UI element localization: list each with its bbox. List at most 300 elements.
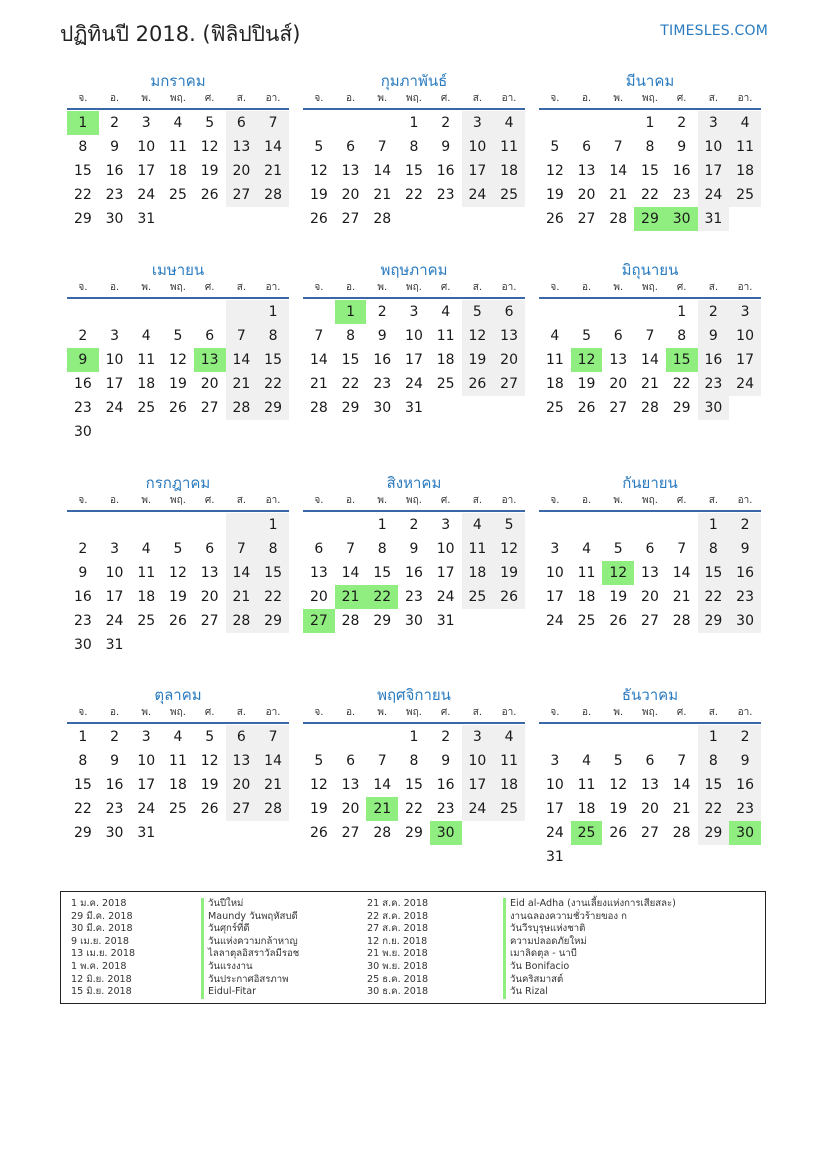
weekday-label: จ. xyxy=(78,495,88,506)
day-cell: 17 xyxy=(436,565,455,581)
day-cell: 14 xyxy=(341,565,360,581)
day-cell: 11 xyxy=(137,352,156,368)
day-cell: 10 xyxy=(545,565,564,581)
day-cell-empty xyxy=(602,513,634,537)
day-cell: 14 xyxy=(672,565,691,581)
day-cell: 27 xyxy=(577,211,596,227)
month-name: ธันวาคม xyxy=(621,686,679,704)
day-cell: 28 xyxy=(373,211,392,227)
day-cell: 23 xyxy=(672,187,691,203)
day-cell: 1 xyxy=(698,513,730,537)
weekday-label: จ. xyxy=(314,707,324,718)
weekday-label: พ. xyxy=(613,495,624,506)
day-cell: 10 xyxy=(698,135,730,159)
day-cell: 9 xyxy=(110,753,120,769)
weekday-label: จ. xyxy=(78,707,88,718)
day-cell: 20 xyxy=(641,801,659,817)
day-cell: 30 xyxy=(698,396,730,420)
month-name: กันยายน xyxy=(622,474,678,492)
day-cell: 14 xyxy=(373,163,392,179)
day-cell: 31 xyxy=(137,211,156,227)
day-cell: 30 xyxy=(405,613,423,629)
month-name: เมษายน xyxy=(151,261,205,279)
day-cell: 5 xyxy=(173,541,183,557)
day-cell: 10 xyxy=(729,324,761,348)
holiday-day-cell: 1 xyxy=(67,111,99,135)
day-cell: 9 xyxy=(78,565,88,581)
week-row xyxy=(303,725,525,749)
day-cell: 1 xyxy=(645,115,655,131)
day-cell: 2 xyxy=(78,328,88,344)
legend-holiday-name: วันคริสมาสต์ xyxy=(503,974,676,987)
day-cell: 31 xyxy=(545,849,564,865)
week-row xyxy=(67,207,289,231)
day-cell: 4 xyxy=(582,541,592,557)
day-cell-empty xyxy=(634,300,666,324)
week-row xyxy=(539,396,761,420)
day-cell: 20 xyxy=(200,589,219,605)
weekday-label: พ. xyxy=(141,495,152,506)
day-cell: 13 xyxy=(341,777,360,793)
legend-holiday-name: วัน Bonifacio xyxy=(503,961,676,974)
weekday-header xyxy=(303,494,525,512)
day-cell: 23 xyxy=(105,187,124,203)
day-cell-empty xyxy=(634,725,666,749)
legend-date: 30 พ.ย. 2018 xyxy=(367,960,428,972)
day-cell: 15 xyxy=(698,773,730,797)
weekday-label: จ. xyxy=(550,93,560,104)
month-name: พฤศจิกายน xyxy=(377,686,451,704)
day-cell: 3 xyxy=(110,541,120,557)
day-cell: 14 xyxy=(257,135,289,159)
day-cell: 6 xyxy=(346,139,356,155)
day-cell: 19 xyxy=(200,777,219,793)
day-cell: 15 xyxy=(73,163,92,179)
day-cell: 25 xyxy=(436,376,455,392)
weekday-label: ศ. xyxy=(676,495,687,506)
week-row xyxy=(67,111,289,135)
day-cell: 16 xyxy=(436,163,455,179)
day-cell-empty xyxy=(366,725,398,749)
day-cell: 5 xyxy=(173,328,183,344)
day-cell: 25 xyxy=(137,400,156,416)
weekday-label: ส. xyxy=(236,282,247,293)
day-cell: 27 xyxy=(641,825,659,841)
day-cell: 7 xyxy=(645,328,655,344)
day-cell: 28 xyxy=(672,825,691,841)
day-cell-empty xyxy=(571,300,603,324)
day-cell-empty xyxy=(162,633,194,657)
day-cell-empty xyxy=(539,111,571,135)
week-row xyxy=(67,585,289,609)
day-cell: 23 xyxy=(405,589,423,605)
week-row xyxy=(303,396,525,420)
day-cell: 4 xyxy=(141,328,151,344)
day-cell: 2 xyxy=(729,725,761,749)
month-name: ตุลาคม xyxy=(154,686,202,704)
day-cell: 8 xyxy=(377,541,387,557)
week-row xyxy=(67,821,289,845)
legend-holiday-name: วันปีใหม่ xyxy=(201,898,299,911)
day-cell-empty xyxy=(194,300,226,324)
weekday-label: พ. xyxy=(377,495,388,506)
weekday-label: อา. xyxy=(265,282,281,293)
day-cell: 19 xyxy=(309,801,328,817)
day-cell: 25 xyxy=(169,801,187,817)
weekday-label: อา. xyxy=(737,282,753,293)
day-cell-empty xyxy=(335,725,367,749)
day-cell: 1 xyxy=(377,517,387,533)
day-cell-empty xyxy=(634,845,666,869)
day-cell: 22 xyxy=(698,797,730,821)
day-cell: 29 xyxy=(405,825,423,841)
week-row xyxy=(539,135,761,159)
day-cell: 3 xyxy=(462,111,494,135)
day-cell: 26 xyxy=(577,400,596,416)
weekday-header xyxy=(67,92,289,110)
day-cell: 1 xyxy=(257,300,289,324)
holiday-day-cell: 21 xyxy=(335,585,367,609)
day-cell: 15 xyxy=(257,348,289,372)
weekday-header xyxy=(67,706,289,724)
week-row xyxy=(303,300,525,324)
weekday-label: ศ. xyxy=(204,282,215,293)
day-cell-empty xyxy=(571,845,603,869)
legend-holiday-name: Maundy วันพฤหัสบดี xyxy=(201,911,299,924)
month-block xyxy=(539,684,761,869)
day-cell: 26 xyxy=(200,801,219,817)
day-cell: 28 xyxy=(257,183,289,207)
week-row xyxy=(303,183,525,207)
day-cell: 30 xyxy=(105,211,124,227)
week-row xyxy=(539,609,761,633)
holiday-day-cell: 12 xyxy=(571,348,603,372)
day-cell: 4 xyxy=(462,513,494,537)
legend-date: 12 มิ.ย. 2018 xyxy=(71,973,132,985)
week-row xyxy=(67,513,289,537)
day-cell: 16 xyxy=(436,777,455,793)
day-cell: 19 xyxy=(169,589,187,605)
legend-date: 25 ธ.ค. 2018 xyxy=(367,973,429,985)
day-cell: 27 xyxy=(341,211,360,227)
day-cell: 22 xyxy=(405,187,423,203)
weekday-label: ส. xyxy=(236,93,247,104)
legend-names-left xyxy=(201,898,299,999)
week-row xyxy=(539,372,761,396)
day-cell: 5 xyxy=(205,115,215,131)
week-row xyxy=(67,348,289,372)
week-row xyxy=(539,159,761,183)
day-cell: 22 xyxy=(73,801,92,817)
legend-date: 1 ม.ค. 2018 xyxy=(71,898,127,909)
week-row xyxy=(67,420,289,444)
day-cell: 9 xyxy=(729,537,761,561)
day-cell: 1 xyxy=(257,513,289,537)
day-cell-empty xyxy=(67,300,99,324)
weekday-label: อา. xyxy=(737,707,753,718)
day-cell: 26 xyxy=(309,825,328,841)
legend-date: 29 มี.ค. 2018 xyxy=(71,910,133,922)
day-cell: 8 xyxy=(409,139,419,155)
week-row xyxy=(539,183,761,207)
day-cell: 11 xyxy=(577,565,596,581)
day-cell: 6 xyxy=(493,300,525,324)
day-cell-empty xyxy=(226,633,258,657)
week-row xyxy=(539,821,761,845)
week-row xyxy=(303,207,525,231)
weekday-label: พฤ. xyxy=(642,93,658,104)
day-cell: 24 xyxy=(698,183,730,207)
day-cell: 2 xyxy=(441,729,451,745)
day-cell: 2 xyxy=(78,541,88,557)
day-cell: 25 xyxy=(137,613,156,629)
day-cell-empty xyxy=(602,725,634,749)
day-cell: 24 xyxy=(729,372,761,396)
day-cell: 17 xyxy=(698,159,730,183)
day-cell: 13 xyxy=(609,352,628,368)
weekday-label: พฤ. xyxy=(170,282,186,293)
month-block xyxy=(67,259,289,444)
day-cell: 12 xyxy=(169,565,187,581)
weekday-label: อ. xyxy=(109,707,120,718)
weekday-label: ส. xyxy=(236,495,247,506)
legend-date: 30 ธ.ค. 2018 xyxy=(367,986,429,998)
day-cell: 18 xyxy=(729,159,761,183)
day-cell: 25 xyxy=(169,187,187,203)
day-cell-empty xyxy=(634,513,666,537)
day-cell: 19 xyxy=(545,187,564,203)
day-cell: 27 xyxy=(641,613,659,629)
day-cell: 26 xyxy=(545,211,564,227)
week-row xyxy=(303,513,525,537)
month-name: กรกฎาคม xyxy=(145,474,211,492)
day-cell: 10 xyxy=(105,352,124,368)
day-cell: 23 xyxy=(729,797,761,821)
day-cell: 4 xyxy=(493,111,525,135)
week-row xyxy=(67,300,289,324)
day-cell: 25 xyxy=(545,400,564,416)
day-cell: 21 xyxy=(609,187,628,203)
day-cell: 7 xyxy=(377,753,387,769)
day-cell-empty xyxy=(303,111,335,135)
day-cell-empty xyxy=(226,821,258,845)
day-cell: 19 xyxy=(493,561,525,585)
day-cell: 29 xyxy=(341,400,360,416)
day-cell: 26 xyxy=(169,400,187,416)
day-cell: 5 xyxy=(550,139,560,155)
day-cell: 9 xyxy=(110,139,120,155)
weekday-label: พ. xyxy=(377,93,388,104)
day-cell: 16 xyxy=(405,565,423,581)
day-cell: 10 xyxy=(462,749,494,773)
weekday-label: อ. xyxy=(345,707,356,718)
day-cell: 31 xyxy=(137,825,156,841)
day-cell: 23 xyxy=(729,585,761,609)
day-cell-empty xyxy=(493,821,525,845)
day-cell-empty xyxy=(539,513,571,537)
weekday-label: จ. xyxy=(550,707,560,718)
weekday-label: อ. xyxy=(345,93,356,104)
day-cell: 7 xyxy=(677,541,687,557)
week-row xyxy=(303,348,525,372)
day-cell: 26 xyxy=(462,372,494,396)
weekday-header xyxy=(67,494,289,512)
day-cell: 22 xyxy=(641,187,659,203)
day-cell: 20 xyxy=(493,348,525,372)
day-cell: 30 xyxy=(73,637,92,653)
day-cell: 2 xyxy=(110,729,120,745)
day-cell: 13 xyxy=(577,163,596,179)
day-cell: 14 xyxy=(226,561,258,585)
day-cell: 13 xyxy=(200,565,219,581)
day-cell: 19 xyxy=(309,187,328,203)
weekday-header xyxy=(539,706,761,724)
week-row xyxy=(539,585,761,609)
day-cell-empty xyxy=(493,207,525,231)
day-cell: 23 xyxy=(73,400,92,416)
day-cell: 8 xyxy=(257,537,289,561)
day-cell: 2 xyxy=(409,517,419,533)
day-cell-empty xyxy=(162,300,194,324)
day-cell-empty xyxy=(162,513,194,537)
month-name: กุมภาพันธ์ xyxy=(380,72,448,90)
legend-date: 9 เม.ย. 2018 xyxy=(71,935,129,947)
day-cell: 9 xyxy=(409,541,419,557)
day-cell: 22 xyxy=(698,585,730,609)
day-cell: 20 xyxy=(226,159,258,183)
day-cell-empty xyxy=(430,396,462,420)
day-cell-empty xyxy=(99,420,131,444)
day-cell-empty xyxy=(130,633,162,657)
week-row xyxy=(539,324,761,348)
day-cell: 10 xyxy=(137,753,156,769)
week-row xyxy=(539,725,761,749)
day-cell: 21 xyxy=(641,376,659,392)
day-cell: 8 xyxy=(645,139,655,155)
weekday-label: ส. xyxy=(708,93,719,104)
day-cell: 10 xyxy=(137,139,156,155)
day-cell: 18 xyxy=(137,589,156,605)
legend-holiday-name: วันแห่งความกล้าหาญ xyxy=(201,936,299,949)
legend-date: 22 ส.ค. 2018 xyxy=(367,910,429,922)
day-cell: 23 xyxy=(373,376,392,392)
holiday-day-cell: 21 xyxy=(366,797,398,821)
weekday-label: พฤ. xyxy=(170,707,186,718)
day-cell: 20 xyxy=(609,376,628,392)
day-cell: 18 xyxy=(169,777,187,793)
day-cell: 4 xyxy=(493,725,525,749)
day-cell-empty xyxy=(493,609,525,633)
day-cell: 5 xyxy=(613,753,623,769)
day-cell: 23 xyxy=(436,801,455,817)
week-row xyxy=(303,749,525,773)
day-cell-empty xyxy=(493,396,525,420)
day-cell: 16 xyxy=(73,376,92,392)
weekday-label: อ. xyxy=(345,282,356,293)
day-cell: 20 xyxy=(341,187,360,203)
day-cell-empty xyxy=(666,725,698,749)
day-cell-empty xyxy=(99,300,131,324)
weekday-label: พ. xyxy=(141,282,152,293)
day-cell: 27 xyxy=(226,797,258,821)
day-cell: 29 xyxy=(698,821,730,845)
legend-date: 21 ส.ค. 2018 xyxy=(367,898,429,909)
day-cell: 7 xyxy=(314,328,324,344)
day-cell: 9 xyxy=(677,139,687,155)
day-cell: 24 xyxy=(462,797,494,821)
day-cell: 6 xyxy=(226,111,258,135)
legend-date: 15 มิ.ย. 2018 xyxy=(71,986,132,998)
day-cell-empty xyxy=(226,207,258,231)
day-cell-empty xyxy=(226,300,258,324)
day-cell: 27 xyxy=(200,400,219,416)
weekday-label: อา. xyxy=(501,707,517,718)
day-cell: 31 xyxy=(436,613,455,629)
day-cell: 2 xyxy=(441,115,451,131)
day-cell: 28 xyxy=(226,609,258,633)
weekday-label: อ. xyxy=(109,282,120,293)
site-link[interactable]: TIMESLES.COM xyxy=(660,23,768,39)
day-cell-empty xyxy=(335,111,367,135)
day-cell: 7 xyxy=(613,139,623,155)
day-cell-empty xyxy=(571,513,603,537)
weekday-label: พ. xyxy=(141,93,152,104)
day-cell: 9 xyxy=(377,328,387,344)
weekday-label: จ. xyxy=(78,282,88,293)
day-cell-empty xyxy=(162,821,194,845)
weekday-header xyxy=(539,494,761,512)
day-cell: 13 xyxy=(641,777,659,793)
day-cell: 24 xyxy=(137,801,156,817)
week-row xyxy=(67,135,289,159)
month-name: มกราคม xyxy=(150,72,206,90)
page-title: ปฏิทินปี 2018. (ฟิลิปปินส์) xyxy=(60,22,301,46)
weekday-label: ส. xyxy=(708,707,719,718)
weekday-label: อา. xyxy=(501,282,517,293)
day-cell: 9 xyxy=(441,753,451,769)
day-cell: 14 xyxy=(609,163,628,179)
weekday-label: ส. xyxy=(472,495,483,506)
day-cell: 28 xyxy=(609,211,628,227)
month-block xyxy=(303,684,525,845)
holiday-day-cell: 25 xyxy=(571,821,603,845)
day-cell-empty xyxy=(602,111,634,135)
day-cell: 15 xyxy=(641,163,659,179)
weekday-label: อ. xyxy=(109,495,120,506)
day-cell: 23 xyxy=(698,372,730,396)
day-cell: 3 xyxy=(110,328,120,344)
day-cell: 3 xyxy=(141,729,151,745)
day-cell: 12 xyxy=(309,777,328,793)
day-cell: 28 xyxy=(373,825,392,841)
month-block xyxy=(539,70,761,231)
day-cell-empty xyxy=(194,420,226,444)
legend-holiday-name: วันศุกร์ที่ดี xyxy=(201,923,299,936)
day-cell: 16 xyxy=(373,352,392,368)
month-block xyxy=(67,684,289,845)
day-cell: 2 xyxy=(698,300,730,324)
day-cell: 3 xyxy=(729,300,761,324)
day-cell: 17 xyxy=(729,348,761,372)
day-cell: 4 xyxy=(729,111,761,135)
day-cell: 4 xyxy=(441,304,451,320)
day-cell: 31 xyxy=(698,207,730,231)
day-cell: 1 xyxy=(409,729,419,745)
day-cell-empty xyxy=(303,513,335,537)
day-cell-empty xyxy=(257,633,289,657)
weekday-header xyxy=(67,281,289,299)
legend-date: 27 ส.ค. 2018 xyxy=(367,923,429,935)
